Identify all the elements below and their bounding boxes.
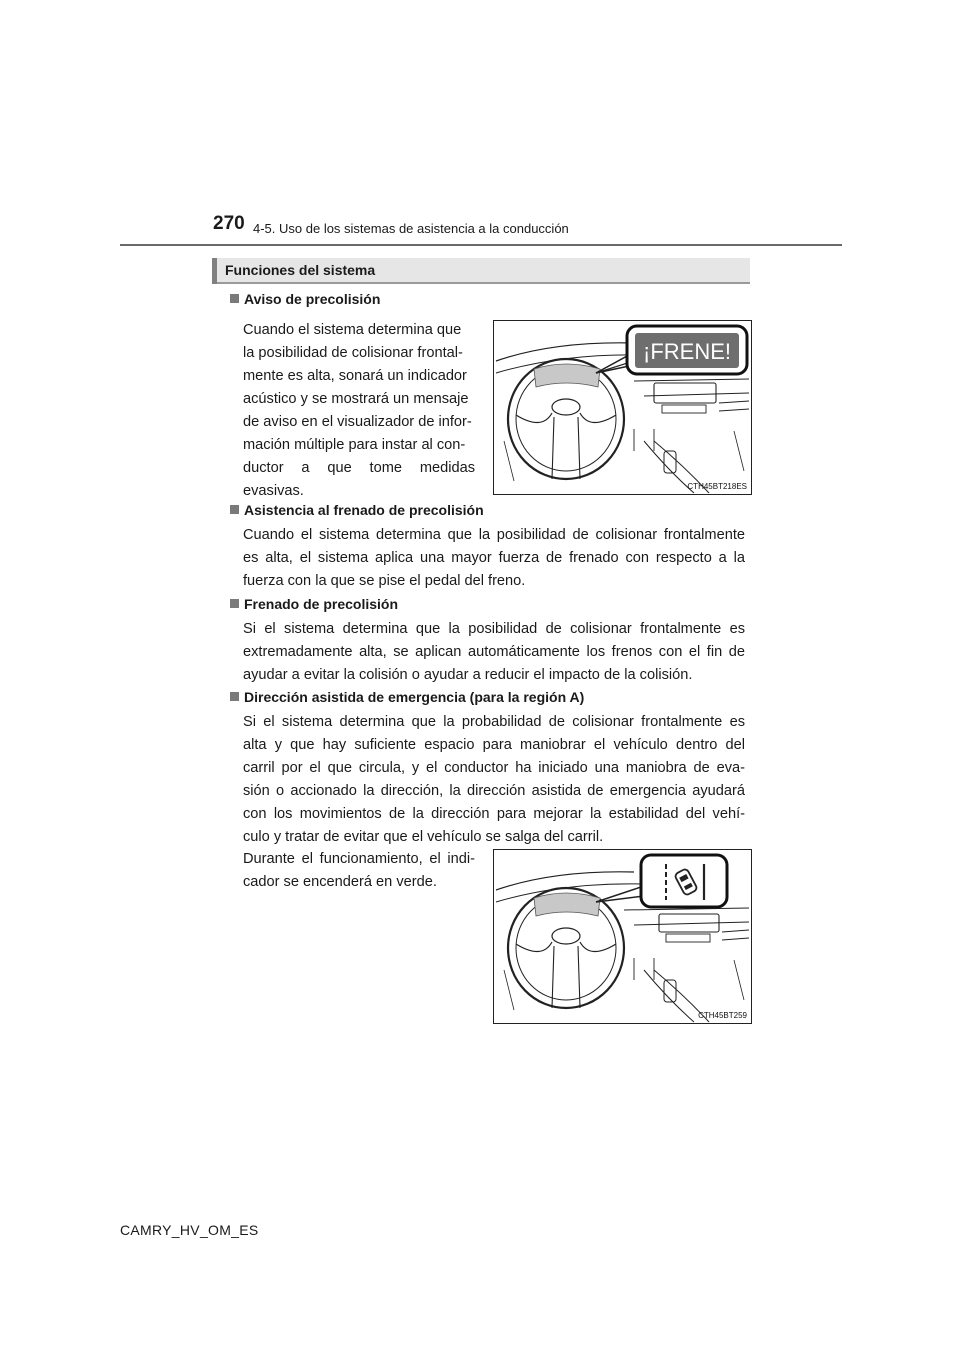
item-heading-text: Frenado de precolisión (244, 596, 399, 612)
item-heading-frenado (230, 595, 398, 613)
body-line: Si el sistema determina que la probabilidad de colisionar frontalmente es (243, 714, 745, 730)
body-line: mación múltiple para instar al con- (243, 437, 466, 453)
item-body-asistencia (243, 524, 745, 593)
bullet-square-icon (230, 599, 239, 608)
bullet-square-icon (230, 692, 239, 701)
dashboard-illustration (494, 321, 751, 494)
body-line: con los movimientos de la dirección para mejorar la estabilidad del vehí- (243, 806, 745, 822)
footer-doc-code: CAMRY_HV_OM_ES (120, 1222, 259, 1238)
body-line: Cuando el sistema determina que la posibilidad de colisionar frontalmente (243, 527, 745, 543)
figure-emergency-steering (493, 849, 752, 1024)
body-line: Durante el funcionamiento, el indi- (243, 851, 475, 867)
section-title: 4-5. Uso de los sistemas de asistencia a la conducción (253, 221, 569, 236)
body-line: ductor a que tome medidas (243, 460, 475, 476)
header-rule (120, 244, 842, 246)
page-number: 270 (213, 213, 245, 234)
body-line: de aviso en el visualizador de infor- (243, 414, 472, 430)
item-body-aviso (243, 319, 475, 503)
callout-message: ¡FRENE! (643, 339, 731, 364)
body-line: alta y que hay suficiente espacio para maniobrar el vehículo dentro del (243, 737, 745, 753)
figure-code: CTH45BT218ES (687, 482, 747, 491)
body-line: acústico y se mostrará un mensaje (243, 391, 469, 407)
bullet-square-icon (230, 294, 239, 303)
figure-code: CTH45BT259 (698, 1011, 747, 1020)
body-line: Si el sistema determina que la posibilidad de colisionar frontalmente es (243, 621, 745, 637)
body-line: sión o accionado la dirección, la dirección asistida de emergencia ayudará (243, 783, 745, 799)
body-line: extremadamente alta, se aplican automáticamente los frenos con el fin de (243, 644, 745, 660)
item-heading-text: Aviso de precolisión (244, 291, 381, 307)
item-body-frenado (243, 618, 745, 687)
item-heading-direccion (230, 688, 584, 706)
item-heading-text: Dirección asistida de emergencia (para la región A) (244, 689, 585, 705)
body-line: carril por el que circula, y el conductor ha iniciado una maniobra de eva- (243, 760, 745, 776)
body-line: cador se encenderá en verde. (243, 874, 437, 890)
dashboard-illustration (494, 850, 751, 1023)
body-line: culo y tratar de evitar que el vehículo se salga del carril. (243, 829, 604, 845)
item-heading-asistencia (230, 501, 484, 519)
banner-accent (212, 258, 217, 284)
section-banner (212, 258, 750, 284)
body-line: la posibilidad de colisionar frontal- (243, 345, 463, 361)
figure-precollision-warning (493, 320, 752, 495)
body-line: Cuando el sistema determina que (243, 322, 462, 338)
body-line: fuerza con la que se pise el pedal del freno. (243, 573, 526, 589)
body-line: es alta, el sistema aplica una mayor fuerza de frenado con respecto a la (243, 550, 745, 566)
item-body-direccion (243, 711, 745, 849)
body-line: mente es alta, sonará un indicador (243, 368, 467, 384)
item-heading-text: Asistencia al frenado de precolisión (244, 502, 484, 518)
bullet-square-icon (230, 505, 239, 514)
item-body-direccion-extra (243, 848, 475, 894)
item-heading-aviso (230, 290, 380, 308)
body-line: evasivas. (243, 483, 304, 499)
banner-title: Funciones del sistema (225, 262, 376, 278)
body-line: ayudar a evitar la colisión o ayudar a reducir el impacto de la colisión. (243, 667, 693, 683)
